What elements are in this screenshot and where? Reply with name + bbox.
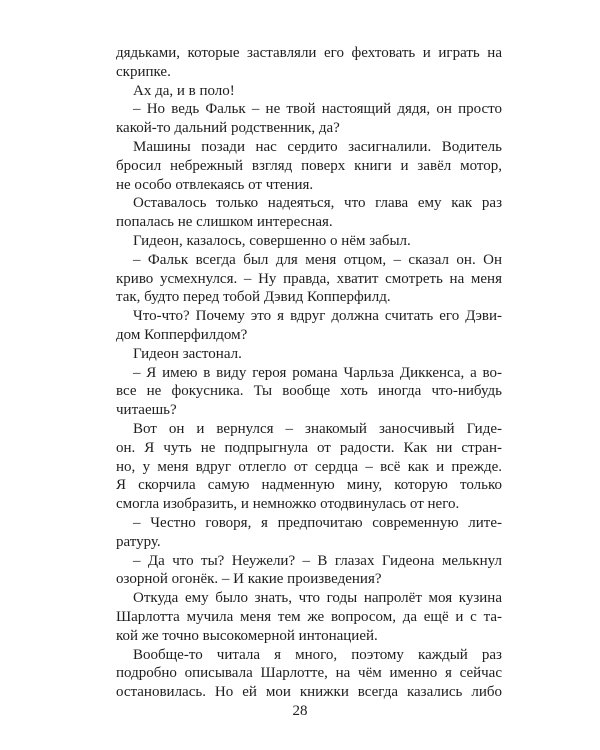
page-number: 28 [292,703,308,719]
text-line: криво усмехнулся. – Ну правда, хватит смотреть на меня [116,270,502,287]
text-line: – Но ведь Фальк – не твой настоящий дядя, он просто [133,101,502,118]
text-line: Вот он и вернулся – знакомый заносчивый Гиде- [133,420,502,437]
text-line: остановилась. Но ей мои книжки всегда казались либо [116,684,502,701]
text-line: – Я имею в виду героя романа Чарльза Диккенса, а во- [133,364,502,381]
text-line: Ах да, и в поло! [133,82,235,99]
text-line: Оставалось только надеяться, что глава ему как раз [133,195,502,212]
text-line: дядьками, которые заставляли его фехтовать и играть на [116,45,502,61]
text-line: – Фальк всегда был для меня отцом, – сказал он. Он [133,251,502,268]
text-line: кой же точно высокомерной интонацией. [116,627,378,644]
text-line: он. Я чуть не подпрыгнула от радости. Как ни стран- [116,439,502,456]
text-line: ратуру. [116,533,161,550]
text-line: Я скорчила самую надменную мину, которую только [116,477,502,494]
text-line: дом Копперфилдом? [116,326,248,343]
text-line: Гидеон, казалось, совершенно о нём забыл. [133,232,411,249]
text-line: подробно описывала Шарлотте, на чём именно я сейчас [116,665,502,682]
text-line: какой-то дальний родственник, да? [116,120,340,137]
text-line: попалась не слишком интересная. [116,214,333,231]
text-line: Машины позади нас сердито засигналили. Водитель [133,138,502,155]
text-line: Вообще-то читала я много, поэтому каждый раз [133,646,502,663]
text-line: Шарлотта мучила меня тем же вопросом, да ещё и с та- [116,608,502,625]
text-line: не особо отвлекаясь от чтения. [116,176,314,193]
text-line: читаешь? [116,402,177,419]
text-line: смогла изобразить, и немножко отодвинулась от него. [116,496,460,513]
text-line: так, будто перед тобой Дэвид Копперфилд. [116,289,391,306]
text-line: – Да что ты? Неужели? – В глазах Гидеона мелькнул [133,552,502,569]
text-line: Гидеон застонал. [133,345,242,362]
text-line: Что-что? Почему это я вдруг должна считать его Дэви- [133,308,502,325]
text-line: но, у меня вдруг отлегло от сердца – всё как и прежде. [116,458,502,475]
text-line: бросил небрежный взгляд поверх книги и завёл мотор, [116,157,502,174]
text-line: все не фокусника. Ты вообще хоть иногда что-нибудь [116,383,502,400]
body-text [116,44,502,702]
text-line: скрипке. [116,63,171,80]
text-line: озорной огонёк. – И какие произведения? [116,571,382,588]
text-line: – Честно говоря, я предпочитаю современную лите- [133,514,502,531]
text-line: Откуда ему было знать, что годы напролёт моя кузина [133,590,502,607]
